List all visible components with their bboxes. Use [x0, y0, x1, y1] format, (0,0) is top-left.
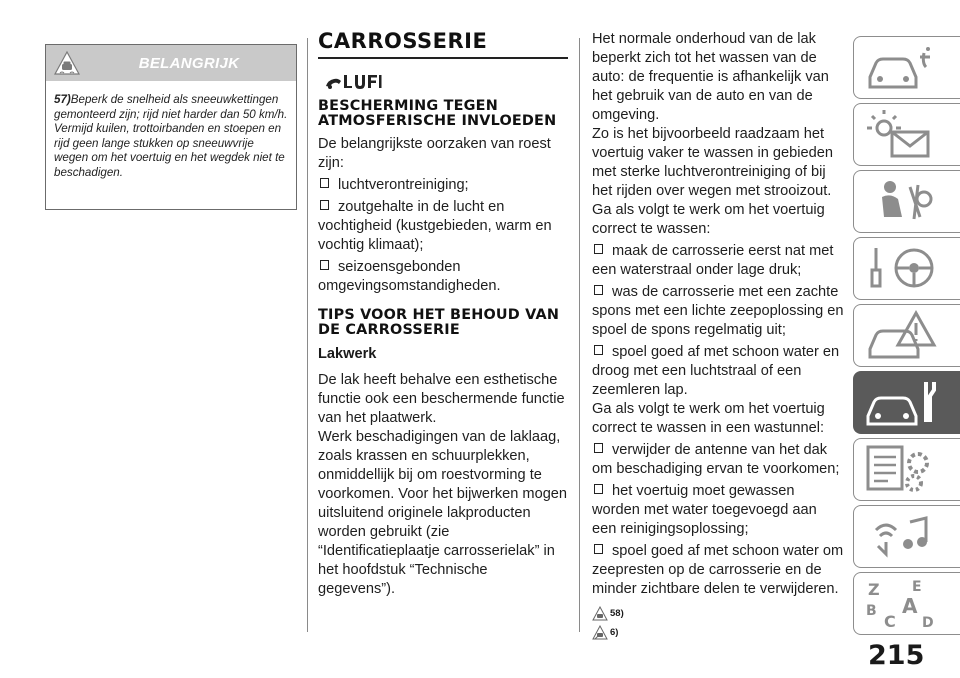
- column-divider-left: [307, 38, 308, 632]
- warning-body-text: Beperk de snelheid als sneeuwkettingen gemonteerd zijn; rijd niet harder dan 50 km/h. Vermijd kuilen, trottoirbanden en stoepen en rijd geen lange stukken op sneeuwvrije wegen om het voertuig en het wegdek niet te beschadigen.: [54, 93, 288, 179]
- car-service-icon: [862, 376, 942, 430]
- svg-text:Z: Z: [868, 580, 880, 599]
- bullet-box-icon: [594, 345, 603, 355]
- section-title: CARROSSERIE: [318, 29, 488, 53]
- wash-paragraph-1: Het normale onderhoud van de lak beperkt zich tot het wassen van de auto: de frequentie is afhankelijk van het gebruik van de auto en van de omgeving.: [592, 31, 829, 123]
- bullet-box-icon: [594, 443, 603, 453]
- column-divider-right: [579, 38, 580, 632]
- bullet-box-icon: [320, 260, 329, 270]
- airbag-seat-icon: [862, 175, 942, 229]
- list-item: spoel goed af met schoon water om zeepresten op de carrosserie en de minder zichtbare delen te verwijderen.: [592, 543, 844, 597]
- right-column: [592, 30, 844, 642]
- tab-safety[interactable]: [853, 170, 960, 233]
- bullet-box-icon: [594, 285, 603, 295]
- warning-text: [46, 81, 296, 181]
- breakdown-icon: [862, 309, 942, 363]
- car-wrench-icon: [322, 69, 382, 91]
- car-info-icon: [862, 41, 942, 95]
- svg-text:A: A: [902, 594, 918, 618]
- tab-emergency[interactable]: [853, 304, 960, 367]
- svg-text:C: C: [884, 612, 896, 631]
- reference-warning-58[interactable]: 58): [592, 604, 844, 623]
- car-skid-warning-icon: [592, 606, 608, 621]
- heading-bodywork-tips: TIPS VOOR HET BEHOUD VAN DE CARROSSERIE: [318, 307, 560, 338]
- list-item: seizoensgebonden omgevingsomstandigheden.: [318, 259, 501, 294]
- paint-paragraph-2: Werk beschadigingen van de laklaag, zoals krassen en schuurplekken, onmiddellijk bij om roestvorming te voorkomen. Voor het bijwerken mogen uitsluitend originele lakproducten worden gebruikt (zie “Identificatieplaatje carrosserielak” in het hoofdstuk “Technische gegevens”).: [318, 429, 568, 597]
- middle-column: [318, 30, 568, 599]
- tab-index[interactable]: [853, 572, 960, 635]
- list-item: was de carrosserie met een zachte spons met een lichte zeepoplossing en spoel de spons regelmatig uit;: [592, 284, 844, 338]
- specs-gear-icon: [862, 443, 942, 497]
- bullet-box-icon: [594, 484, 603, 494]
- tab-maintenance-care[interactable]: [853, 371, 960, 434]
- warning-header: [46, 45, 296, 81]
- media-icon: [862, 510, 942, 564]
- wash-paragraph-2: Zo is het bijvoorbeeld raadzaam het voertuig vaker te wassen in gebieden met sterke luchtverontreiniging of bij het rijden over wegen met strooizout.: [592, 126, 833, 199]
- wash-tunnel-intro: Ga als volgt te werk om het voertuig correct te wassen in een wastunnel:: [592, 401, 825, 436]
- list-item: spoel goed af met schoon water en droog met een luchtstraal of een zeemleren lap.: [592, 344, 840, 398]
- list-item: verwijder de antenne van het dak om beschadiging ervan te voorkomen;: [592, 442, 840, 477]
- reference-note-6[interactable]: 6): [592, 623, 844, 642]
- bullet-box-icon: [594, 544, 603, 554]
- bullet-box-icon: [320, 178, 329, 188]
- svg-text:E: E: [912, 579, 922, 595]
- car-note-icon: [592, 625, 608, 640]
- warning-number: 57): [54, 93, 71, 106]
- list-item: het voertuig moet gewassen worden met water toegevoegd aan een reinigingsoplossing;: [592, 483, 817, 537]
- paint-paragraph-1: De lak heeft behalve een esthetische functie ook een beschermende functie van het plaatwerk.: [318, 372, 565, 426]
- subheading-paintwork: Lakwerk: [318, 346, 377, 362]
- bullet-box-icon: [320, 200, 329, 210]
- svg-text:D: D: [922, 615, 934, 631]
- svg-text:B: B: [866, 603, 877, 619]
- list-item: maak de carrosserie eerst nat met een waterstraal onder lage druk;: [592, 243, 834, 278]
- tab-warning-lights[interactable]: [853, 103, 960, 166]
- steering-key-icon: [862, 242, 942, 296]
- warning-lights-icon: [862, 108, 942, 162]
- warning-title: BELANGRIJK: [138, 55, 240, 72]
- list-item: zoutgehalte in de lucht en vochtigheid (kustgebieden, warm en vochtig klimaat);: [318, 199, 552, 253]
- heading-atmospheric-protection: BESCHERMING TEGEN ATMOSFERISCHE INVLOEDEN: [318, 98, 557, 129]
- page-number: 215: [868, 640, 925, 671]
- title-rule: [318, 57, 568, 59]
- tab-starting-driving[interactable]: [853, 237, 960, 300]
- tab-car-info[interactable]: [853, 36, 960, 99]
- bullet-box-icon: [594, 244, 603, 254]
- warning-box: [45, 44, 297, 210]
- list-item: luchtverontreiniging;: [318, 176, 568, 195]
- index-letters-icon: [862, 577, 942, 631]
- wash-paragraph-3: Ga als volgt te werk om het voertuig correct te wassen:: [592, 202, 825, 237]
- rust-causes-intro: De belangrijkste oorzaken van roest zijn:: [318, 136, 551, 171]
- tab-technical-data[interactable]: [853, 438, 960, 501]
- tab-multimedia[interactable]: [853, 505, 960, 568]
